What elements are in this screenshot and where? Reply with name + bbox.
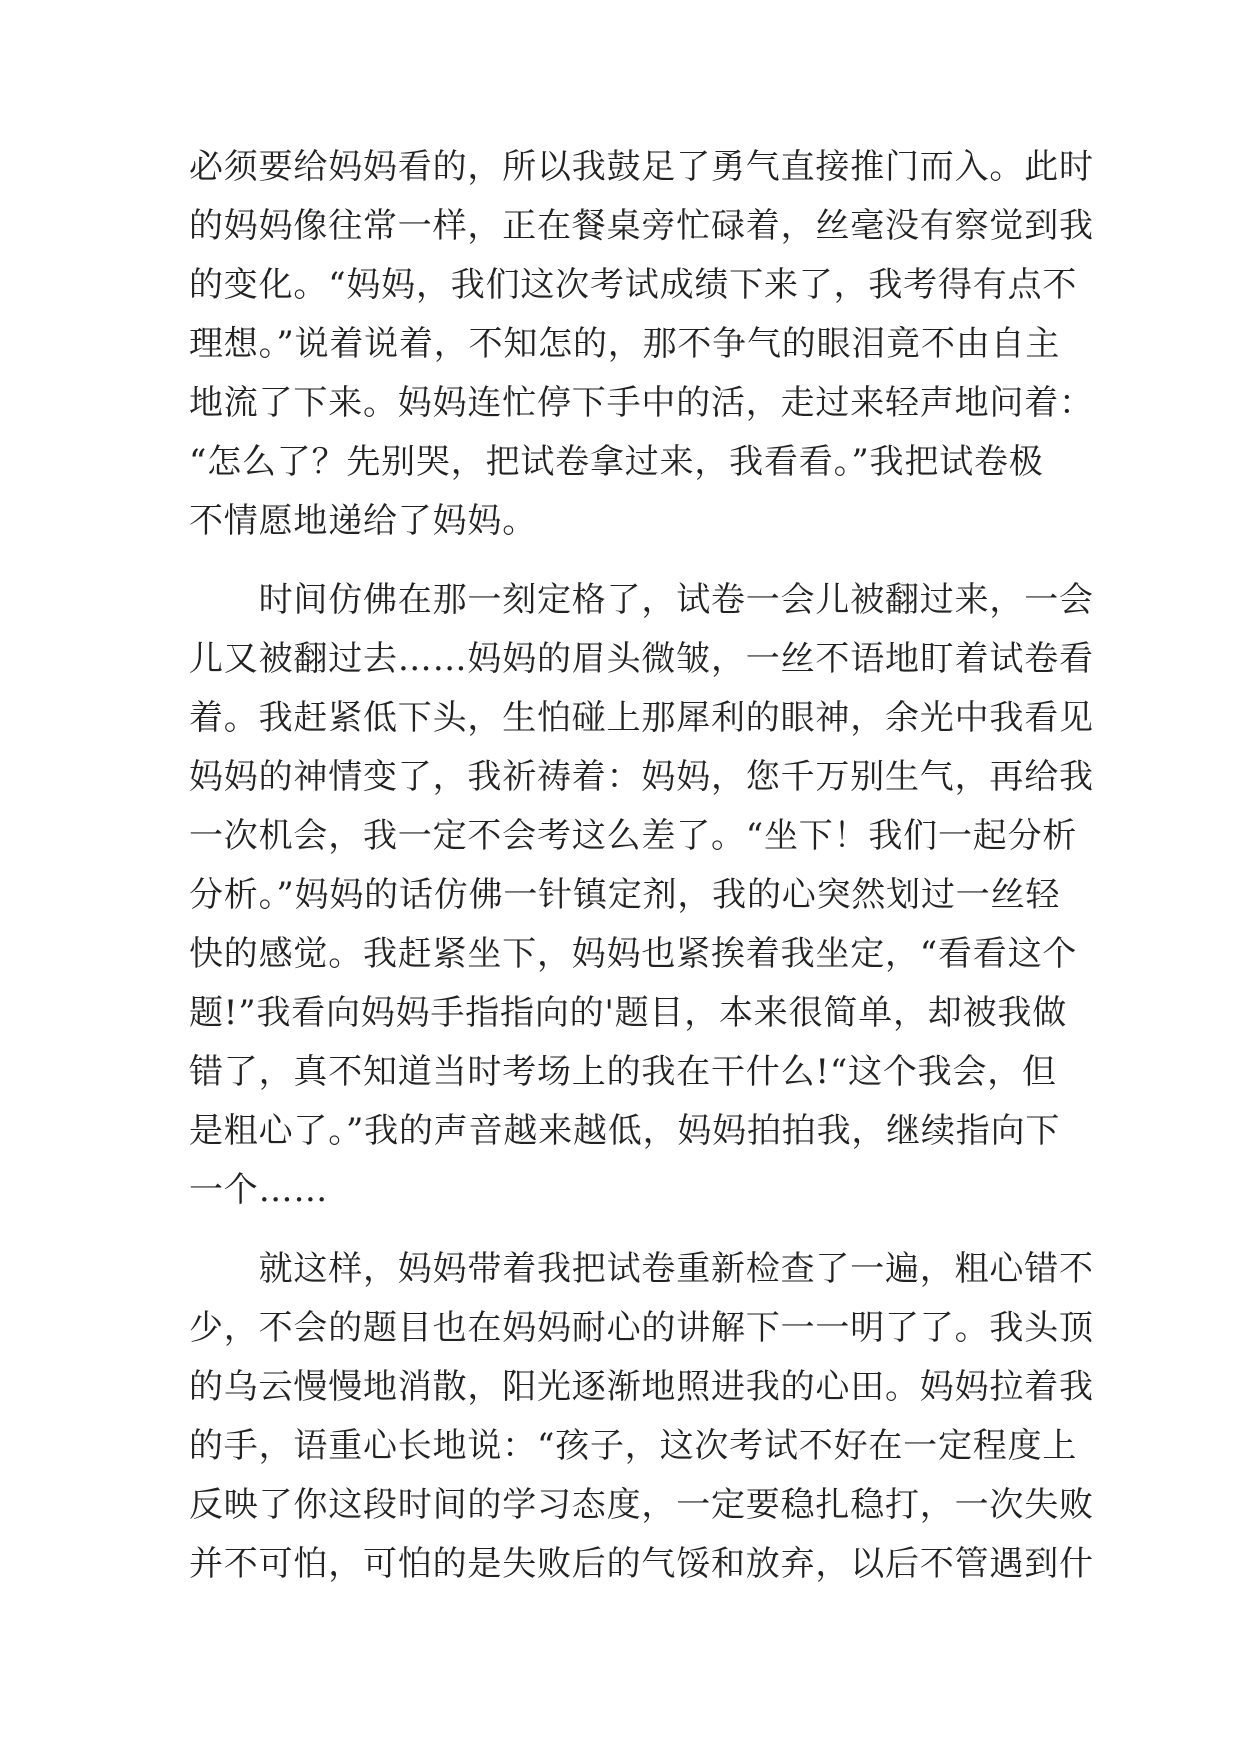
text-line: 少，不会的题目也在妈妈耐心的讲解下一一明了了。我头顶	[189, 1308, 1094, 1348]
text-line: 的手，语重心长地说：“孩子，这次考试不好在一定程度上	[189, 1426, 1078, 1466]
text-line: 的妈妈像往常一样，正在餐桌旁忙碌着，丝毫没有察觉到我	[189, 206, 1094, 246]
text-line: 错了，真不知道当时考场上的我在干什么!“这个我会，但	[189, 1052, 1057, 1092]
text-line: 题!”我看向妈妈手指指向的'题目，本来很简单，却被我做	[189, 993, 1067, 1033]
paragraph-2	[189, 571, 1094, 1220]
text-line: 是粗心了。”我的声音越来越低，妈妈拍拍我，继续指向下	[189, 1111, 1061, 1151]
text-line: “怎么了？先别哭，把试卷拿过来，我看看。”我把试卷极	[189, 442, 1044, 482]
text-line: 着。我赶紧低下头，生怕碰上那犀利的眼神，余光中我看见	[189, 698, 1094, 738]
text-line: 快的感觉。我赶紧坐下，妈妈也紧挨着我坐定，“看看这个	[189, 934, 1078, 974]
body-text	[189, 138, 1094, 1594]
text-line: 不情愿地递给了妈妈。	[189, 501, 537, 541]
text-line: 一次机会，我一定不会考这么差了。“坐下！我们一起分析	[189, 816, 1078, 856]
text-line: 就这样，妈妈带着我把试卷重新检查了一遍，粗心错不	[189, 1249, 1094, 1289]
text-line: 的乌云慢慢地消散，阳光逐渐地照进我的心田。妈妈拉着我	[189, 1367, 1094, 1407]
text-line: 理想。”说着说着，不知怎的，那不争气的眼泪竟不由自主	[189, 324, 1061, 364]
text-line: 并不可怕，可怕的是失败后的气馁和放弃，以后不管遇到什	[189, 1544, 1094, 1584]
text-line: 地流了下来。妈妈连忙停下手中的活，走过来轻声地问着：	[189, 383, 1094, 423]
text-line: 的变化。“妈妈，我们这次考试成绩下来了，我考得有点不	[189, 265, 1078, 305]
text-line: 时间仿佛在那一刻定格了，试卷一会儿被翻过来，一会	[189, 580, 1094, 620]
text-line: 儿又被翻过去……妈妈的眉头微皱，一丝不语地盯着试卷看	[189, 639, 1094, 679]
text-line: 分析。”妈妈的话仿佛一针镇定剂，我的心突然划过一丝轻	[189, 875, 1061, 915]
text-line: 反映了你这段时间的学习态度，一定要稳扎稳打，一次失败	[189, 1485, 1094, 1525]
paragraph-3	[189, 1240, 1094, 1594]
text-line: 一个……	[189, 1170, 329, 1210]
paragraph-1	[189, 138, 1094, 551]
text-line: 必须要给妈妈看的，所以我鼓足了勇气直接推门而入。此时	[189, 147, 1094, 187]
text-line: 妈妈的神情变了，我祈祷着：妈妈，您千万别生气，再给我	[189, 757, 1094, 797]
